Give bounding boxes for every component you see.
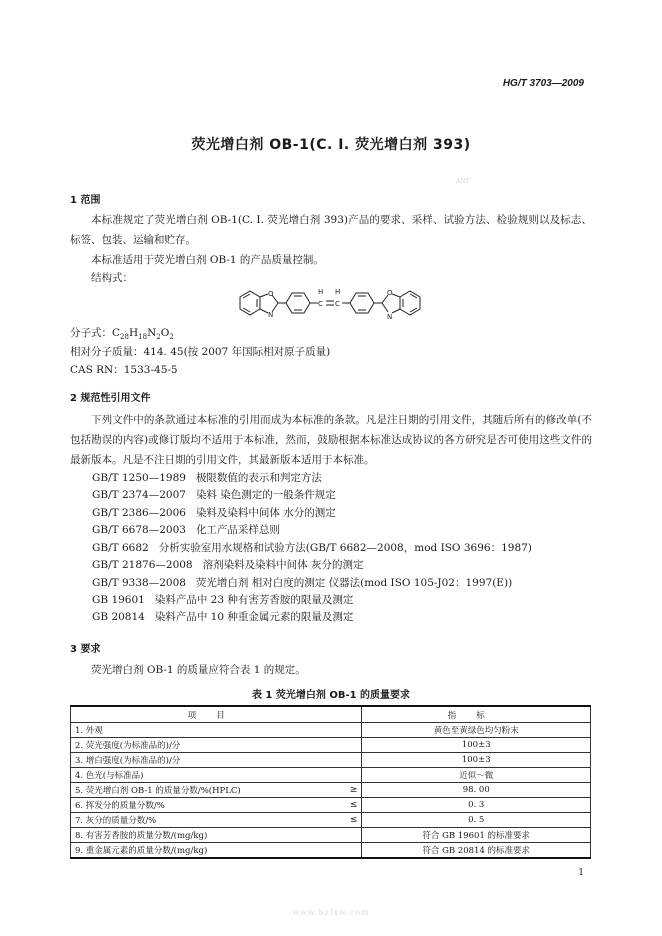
cas-number: CAS RN：1533-45-5: [70, 364, 178, 376]
table-row: [71, 813, 591, 828]
table-row: [71, 768, 591, 783]
table-row: [71, 828, 591, 843]
comparator-cell: [340, 768, 362, 783]
comparator-cell: [340, 753, 362, 768]
value-cell: 0. 5: [362, 813, 591, 828]
table-1-caption: 表 1 荧光增白剂 OB-1 的质量要求: [251, 690, 411, 701]
value-cell: 符合 GB 19601 的标准要求: [362, 828, 591, 843]
value-cell: 黄色至黄绿色均匀粉末: [362, 723, 591, 738]
column-header-index: 指标: [362, 706, 591, 723]
scan-mark: ANT: [456, 178, 470, 185]
structure-label: 结构式：: [91, 272, 133, 284]
comparator-cell: [340, 723, 362, 738]
table-header-row: [71, 706, 591, 723]
reference-item: GB 20814 染料产品中 10 种重金属元素的限量及测定: [92, 611, 354, 623]
reference-item: GB/T 6678—2003 化工产品采样总则: [92, 524, 280, 536]
value-cell: 98. 00: [362, 783, 591, 798]
item-cell: 1. 外观: [71, 723, 340, 738]
comparator-cell: ≤: [340, 798, 362, 813]
atom-c-1: C: [318, 300, 323, 308]
atom-n-left: N: [268, 311, 274, 319]
value-cell: 符合 GB 20814 的标准要求: [362, 843, 591, 859]
structural-formula: [226, 283, 446, 331]
value-cell: 100±3: [362, 738, 591, 753]
item-cell: 9. 重金属元素的质量分数/(mg/kg): [71, 843, 340, 859]
reference-item: GB/T 9338—2008 荧光增白剂 相对白度的测定 仪器法(mod ISO 105-J02：1997(E)): [92, 577, 513, 589]
section-2-para: 下列文件中的条款通过本标准的引用而成为本标准的条款。凡是注日期的引用文件，其随后所有的修改单(不包括勘误的内容)或修订版均不适用于本标准，然而，鼓励根据本标准达成协议的各方研究是否可使用这些文件的最新版本。凡是不注日期的引用文件，其最新版本适用于本标准。: [70, 414, 592, 466]
table-row: [71, 723, 591, 738]
comparator-cell: ≤: [340, 813, 362, 828]
reference-item: GB/T 2386—2006 染料及染料中间体 水分的测定: [92, 507, 336, 519]
atom-h-2: H: [335, 288, 341, 296]
item-cell: 7. 灰分的质量分数/%: [71, 813, 340, 828]
section-1-heading: 1 范围: [70, 195, 101, 206]
comparator-cell: [340, 828, 362, 843]
standard-code: HG/T 3703—2009: [502, 78, 584, 89]
table-row: [71, 843, 591, 859]
item-cell: 5. 荧光增白剂 OB-1 的质量分数/%(HPLC): [71, 783, 340, 798]
atom-n-right: N: [387, 313, 393, 321]
reference-item: GB/T 6682 分析实验室用水规格和试验方法(GB/T 6682—2008，mod ISO 3696：1987): [92, 542, 532, 554]
table-row: [71, 738, 591, 753]
value-cell: 100±3: [362, 753, 591, 768]
comparator-cell: [340, 843, 362, 859]
section-1-para-2: 本标准适用于荧光增白剂 OB-1 的产品质量控制。: [91, 254, 324, 266]
atom-h-1: H: [318, 288, 324, 296]
watermark: www.bzfxw.com: [292, 908, 370, 917]
relative-molecular-mass: 相对分子质量：414. 45(按 2007 年国际相对原子质量): [70, 346, 331, 358]
page-number: 1: [578, 868, 584, 878]
atom-o-left: O: [268, 290, 274, 298]
item-cell: 8. 有害芳香胺的质量分数/(mg/kg): [71, 828, 340, 843]
comparator-cell: [340, 738, 362, 753]
value-cell: 近似～微: [362, 768, 591, 783]
item-cell: 3. 增白强度(为标准品的)/分: [71, 753, 340, 768]
table-row: [71, 753, 591, 768]
section-3-para: 荧光增白剂 OB-1 的质量应符合表 1 的规定。: [91, 664, 306, 676]
comparator-cell: ≥: [340, 783, 362, 798]
molecular-formula: 分子式：$C_{28}H_{18}N_2O_2$: [70, 327, 174, 342]
document-title: 荧光增白剂 OB-1(C. I. 荧光增白剂 393): [191, 137, 471, 153]
section-3-heading: 3 要求: [70, 644, 101, 655]
atom-o-right: O: [387, 289, 393, 297]
reference-item: GB/T 21876—2008 溶剂染料及染料中间体 灰分的测定: [92, 559, 364, 571]
value-cell: 0. 3: [362, 798, 591, 813]
reference-item: GB 19601 染料产品中 23 种有害芳香胺的限量及测定: [92, 594, 354, 606]
section-1-para-1: 本标准规定了荧光增白剂 OB-1(C. I. 荧光增白剂 393)产品的要求、采样、试验方法、检验规则以及标志、标签、包装、运输和贮存。: [70, 214, 592, 246]
reference-item: GB/T 2374—2007 染料 染色测定的一般条件规定: [92, 489, 336, 501]
quality-requirements-table: [70, 705, 591, 859]
table-row: [71, 798, 591, 813]
section-2-heading: 2 规范性引用文件: [70, 393, 151, 404]
atom-c-2: C: [335, 300, 340, 308]
formula-label: 分子式：: [70, 327, 112, 339]
item-cell: 4. 色光(与标准品): [71, 768, 340, 783]
reference-item: GB/T 1250—1989 极限数值的表示和判定方法: [92, 472, 322, 484]
column-header-item: 项目: [71, 706, 362, 723]
item-cell: 6. 挥发分的质量分数/%: [71, 798, 340, 813]
item-cell: 2. 荧光强度(为标准品的)/分: [71, 738, 340, 753]
table-row: [71, 783, 591, 798]
